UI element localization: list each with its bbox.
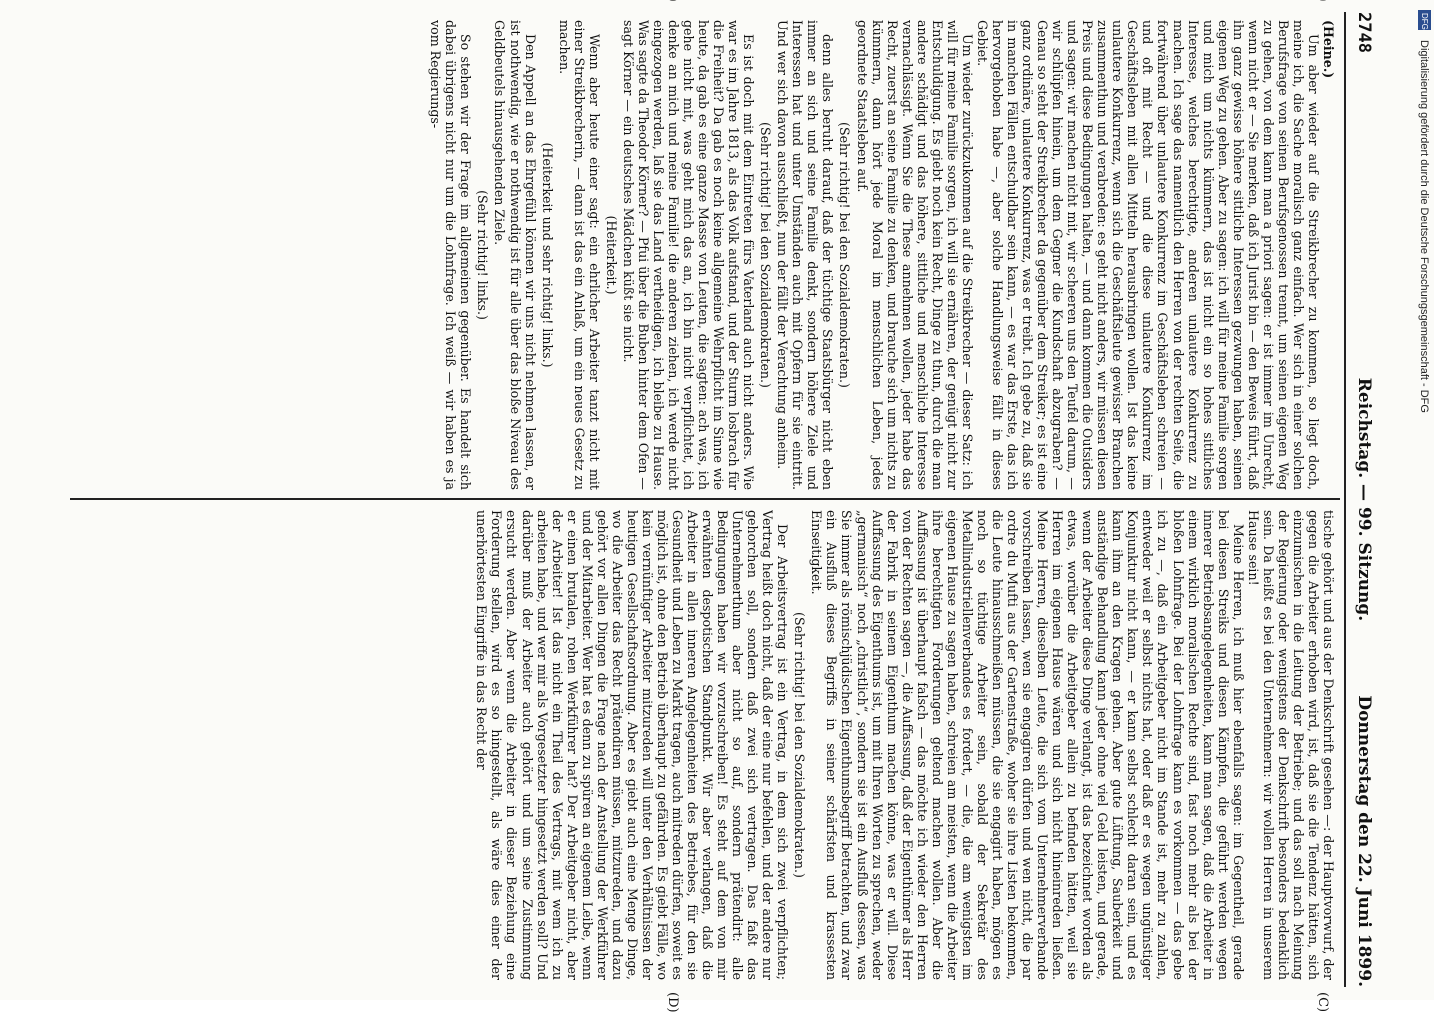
session-date: Donnerstag den 22. Juni 1899.	[1354, 695, 1374, 987]
interjection: (Heiterkeit und sehr richtig! links.)	[539, 142, 555, 368]
paragraph: Der Arbeitsvertrag ist ein Vertrag, in dem sich zwei verpflichten; Vertrag heißt doch nicht, daß der eine nur befehlen, und der andere nur gehorchen soll, sondern daß zwei sich vertragen. Das faßt das Unternehmerthum aber nicht so auf, sondern prätendirt: alle Bedingungen haben wir vorzuschreiben! Es steht auf dem von mir erwähnten despotischen Standpunkt. Wir aber verlangen, daß die Arbeiter in allen inneren Angelegenheiten des Betriebes, für den sie Gesundheit und Leben zu Markt tragen, auch mitreden dürfen, soweit es möglich ist, ohne den Betrieb überhaupt zu gefährden. Es giebt Fälle, wo kein vernünftiger Arbeiter mitzureden will unter den Verhältnissen der heutigen Gesellschaftsordnung. Aber es giebt auch eine Menge Dinge, wo die Arbeiter das Recht prätendiren müssen, mitzureden, und dazu gehört vor allen Dingen die Frage nach der Anstellung der Werkführer und der Mitarbeiter. Wer hat es denn zu spüren an eigenem Leibe, wenn er einen brutalen, rohen Werkführer hat? Der Arbeitgeber nicht, aber der Arbeiter! Ist das nicht ein Theil des Vertrags, mit wem ich zu arbeiten habe, und wer mir als Vorgesetzter hingesetzt werden soll? Und darüber muß der Arbeiter auch gehört und um seine Zustimmung ersucht werden. Aber wenn die Arbeiter in dieser Beziehung eine Forderung stellen, wird es so hingestellt, als wäre dies einer der unerhörtesten Eingriffe in das Recht der	[474, 510, 791, 980]
rotated-document-page	[60, 12, 1380, 1013]
margin-marker-c: (C)	[1315, 992, 1330, 1013]
page-header	[1340, 12, 1380, 987]
interjection: (Sehr richtig! bei den Sozialdemokraten.)	[758, 122, 774, 388]
digitization-credit	[1418, 10, 1434, 990]
paragraph: denn alles beruht darauf, daß der tüchtige Staatsbürger nicht eben immer an sich und seine Familie denkt, sondern höhere Ziele und Interessen hat und unter Umständen auch mit Opfern für sie eintritt. Und wer sich davon ausschließt, nun der fällt der Verachtung anheim.	[775, 20, 836, 490]
speaker-name: (Heine.)	[1321, 20, 1336, 79]
footer-text: Digitalisierung gefördert durch die Deutsche Forschungsgemeinschaft - DFG	[1418, 40, 1430, 413]
paragraph: tische gehört und aus der Denkschrift gesehen —: der Hauptvorwurf, der gegen die Arbeiter erhoben wird, ist, daß sie die Tendenz hätten, sich einzumischen in die Leitung der Betriebe; und das soll nach Meinung der Regierung oder wenigstens der Denkschrift besonders bedenklich sein. Da heißt es bei den Unternehmern: wir wollen Herren in unserem Hause sein!	[1245, 510, 1336, 980]
paragraph: Um aber wieder auf die Streikbrecher zu kommen, so liegt doch, meine ich, die Sache moralisch ganz einfach. Wer sich in einer solchen Berufsfrage von seinen Berufsgenossen trennt, um seinen eigenen Weg zu gehen, von dem kann man a priori sagen: er ist immer im Unrecht, wenn nicht er — Sie merken, daß ich Jurist bin — den Beweis führt, daß ihn ganz gewisse höhere sittliche Interessen gezwungen haben, seinen eigenen Weg zu gehen. Aber zu sagen: ich will für meine Familie sorgen und mich um nichts kümmern, das ist nicht ein so hohes sittliches Interesse, welches berechtigte, anderen unlautere Konkurrenz zu machen. Ich sage das namentlich den Herren von der rechten Seite, die fortwährend über unlautere Konkurrenz im Geschäftsleben schreien — und oft mit Recht — und die diese unlautere Konkurrenz im Geschäftsleben mit allen Mitteln herausbringen wollen. Ist das keine unlautere Konkurrenz, wenn sich die Geschäftsleute gewisser Branchen zusammenthun und verabreden: es geht nicht anders, wir müssen diesen Preis und diese Bedingungen halten, — und dann kommen die Outsiders und sagen: wir machen nicht mit, wir scheeren uns den Teufel darum, — wir schlüpfen hinein, um dem Gegner die Kundschaft abzugraben? — Genau so steht der Streikbrecher da gegenüber dem Streiker; es ist eine ganz ordinäre, unlautere Konkurrenz, was er treibt. Ich gebe zu, daß sie in manchen Fällen entschuldbar sein kann, — es war das Erste, das ich hervorgehoben habe —, aber solche Handlungsweise fällt in dieses Gebiet.	[974, 20, 1321, 490]
interjection: (Heiterkeit.)	[603, 215, 619, 295]
column-divider	[70, 498, 1340, 500]
dfg-logo-text: DFG	[1420, 13, 1429, 30]
margin-marker-b	[665, 0, 680, 2]
header-rule	[1344, 12, 1346, 987]
left-column	[70, 20, 1336, 490]
interjection: (Sehr richtig! bei den Sozialdemokraten.)	[837, 122, 853, 388]
margin-marker-d: (D)	[665, 992, 680, 1013]
paragraph: Wenn aber heute einer sagt: ein ehrlicher Arbeiter tanzt nicht mit einer Streikbrecherin, — dann ist das ein Anlaß, um ein neues Gesetz zu machen.	[556, 20, 602, 490]
margin-marker-a	[1315, 0, 1330, 2]
paragraph: Es ist doch mit dem Eintreten fürs Vaterland auch nicht anders. Wie war es im Jahre 1813, als das Volk aufstand, und der Sturm losbrach für die Freiheit? Da gab es noch keine allgemeine Wehrpflicht im Sinne wie heute, da gab es eine ganze Masse von Leuten, die sagten: ach was, ich gehe nicht mit, was geht mich das an, ich bin nicht verpflichtet, ich denke an mich und meine Familie! die anderen ziehen, ich werde nicht eingezogen werden, laß sie das Land vertheidigen, ich bleibe zu Hause. Was sagte da Theodor Körner? — Pfui über die Buben hinter dem Ofen — sagt Körner — ein deutsches Mädchen küßt sie nicht.	[620, 20, 757, 490]
paragraph: So stehen wir der Frage im allgemeinen gegenüber. Es handelt sich dabei übrigens nicht nur um die Lohnfrage. Ich weiß — wir haben es ja vom Regierungs-	[428, 20, 474, 490]
right-column	[70, 510, 1336, 980]
page-number: 2748	[1354, 12, 1374, 53]
paragraph: Um wieder zurückzukommen auf die Streikbrecher — dieser Satz: ich will für meine Familie sorgen, ich will sie ernähren, der genügt nicht zur Entschuldigung. Es giebt noch kein Recht, Dinge zu thun, durch die man andere schädigt und das höhere, sittliche und menschliche Interesse vernachlässigt. Wenn Sie die These annehmen wollen, jeder habe das Recht, zuerst an seine Familie zu denken, und brauche sich um nichts zu kümmern, dann hört jede Moral im menschlichen Leben, jedes geordnete Staatsleben auf.	[854, 20, 975, 490]
interjection: (Sehr richtig! bei den Sozialdemokraten.)	[792, 612, 808, 878]
interjection: (Sehr richtig! links.)	[475, 190, 491, 320]
session-title: Reichstag. — 99. Sitzung.	[1354, 377, 1374, 622]
paragraph: Meine Herren, ich muß hier ebenfalls sagen: im Gegentheil, gerade bei diesen Streiks und diesen Kämpfen, die geführt werden wegen innerer Betriebsangelegenheiten, kann man sagen, daß die Arbeiter in einem wirklich moralischen Rechte sind, fast noch mehr als bei der bloßen Lohnfrage. Bei der Lohnfrage kann es vorkommen — das gebe ich zu —, daß ein Arbeitgeber nicht im Stande ist, mehr zu zahlen, entweder weil er selbst nichts hat, oder daß er es wegen ungünstiger Konjunktur nicht kann, — er kann selbst schlecht daran sein, und es kann ihm an den Kragen gehen. Aber gute Lüftung, Sauberkeit und anständige Behandlung kann jeder ohne viel Geld leisten, und gerade, wenn der Arbeiter diese Dinge verlangt, ist das bezeichnet worden als etwas, worüber die Arbeitgeber allein zu befinden hätten, weil sie Herren im eigenen Hause wären und sich nicht hineinreden ließen. Meine Herren, dieselben Leute, die sich vom Unternehmerverbande vorschreiben lassen, wen sie engagiren dürfen und wen nicht, die par ordre du Mufti aus der Gartenstraße, woher sie ihre Listen bekommen, die Leute hinausschmeißen müssen, die sie engagirt haben, mögen es noch so tüchtige Arbeiter sein, sobald der Sekretär des Metallindustriellenverbandes es fordert, — die, die am wenigsten im eigenen Hause zu sagen haben, schreien am meisten, wenn die Arbeiter ihre berechtigten Forderungen geltend machen wollen. Aber die Auffassung ist überhaupt falsch — das möchte ich wieder den Herren von der Rechten sagen —, die Auffassung, daß der Eigenthümer als Herr der Fabrik in seinem Eigenthum machen könne, was er will. Diese Auffassung des Eigenthums ist, um mit Ihren Worten zu sprechen, weder „germanisch“ noch „christlich“, sondern sie ist ein Ausfluß dessen, was Sie immer als römischjüdischen Eigenthumsbegriff betrachten, und zwar ein Ausfluß dieses Begriffs in seiner schärfsten und krassesten Einseitigkeit.	[809, 510, 1246, 980]
dfg-logo	[1418, 10, 1431, 30]
paragraph: Den Appell an das Ehrgefühl können wir uns nicht nehmen lassen, er ist nothwendig, wie er nothwendig ist für alle über das bloße Niveau des Geldbeutels hinausgehenden Ziele.	[492, 20, 538, 490]
